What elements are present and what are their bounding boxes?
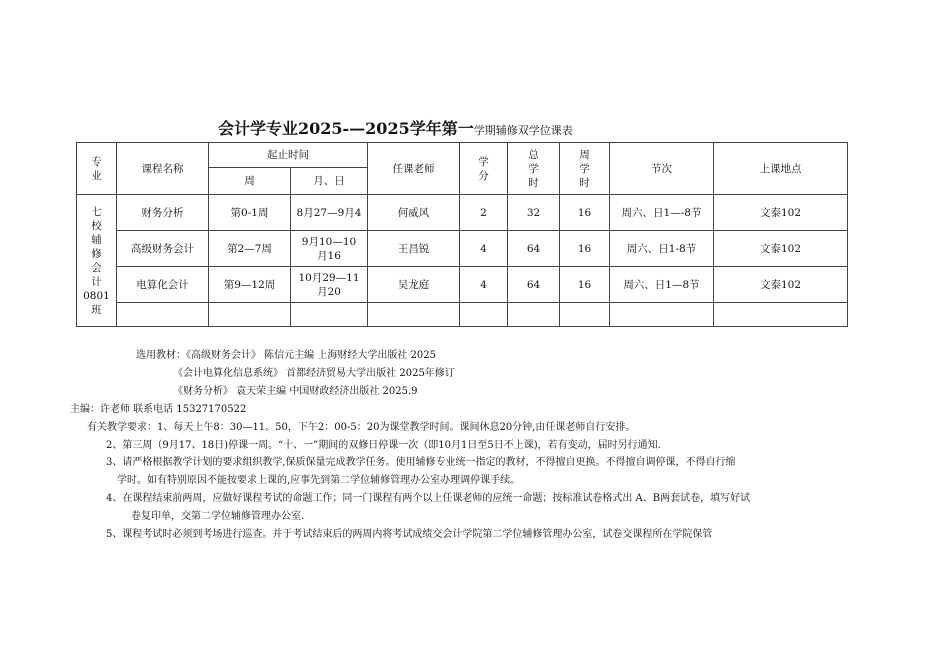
header-session: 节次 — [610, 143, 714, 195]
course-name: 财务分析 — [117, 195, 209, 231]
header-location: 上课地点 — [714, 143, 848, 195]
course-teacher: 吴龙庭 — [368, 267, 460, 303]
course-teacher: 王昌锐 — [368, 231, 460, 267]
requirement-line: 2、第三周（9月17、18日)停课一周。“十、一”期间的双修日停课一次（即10月1日至5日不上课)，若有变动，届时另行通知. — [106, 440, 661, 451]
course-credit: 4 — [460, 231, 508, 267]
textbook-line: 选用教材：《高级财务会计》 陈信元主编 上海财经大学出版社 2025 — [136, 350, 436, 361]
course-dates: 9月10—10月16 — [291, 231, 368, 267]
header-major: 专 业 — [77, 143, 117, 195]
header-teacher: 任课老师 — [368, 143, 460, 195]
course-weekly-hours: 16 — [560, 195, 610, 231]
course-weekly-hours: 16 — [560, 267, 610, 303]
title-sub: 学期辅修双学位课表 — [473, 124, 573, 137]
course-location: 文泰102 — [714, 231, 848, 267]
contact-line: 主编：许老师 联系电话 15327170522 — [70, 404, 247, 415]
course-session: 周六、日1-8节 — [610, 231, 714, 267]
header-total-hours: 总 学 时 — [508, 143, 560, 195]
course-location: 文泰102 — [714, 267, 848, 303]
course-credit: 2 — [460, 195, 508, 231]
major-cell: 七 校 辅 修 会 计 0801 班 — [77, 195, 117, 327]
course-teacher: 何威风 — [368, 195, 460, 231]
header-course: 课程名称 — [117, 143, 209, 195]
title-main: 会计学专业2025-—2025学年第一 — [218, 119, 474, 138]
requirement-line: 有关教学要求：1、每天上午8：30—11。50，下午2：00-5：20为课堂教学时间。课间休息20分钟,由任课老师自行安排。 — [87, 422, 636, 433]
course-session: 周六、日1—8节 — [610, 267, 714, 303]
requirement-line: 卷复印单，交第二学位辅修管理办公室. — [131, 511, 305, 522]
requirement-line: 3、请严格根据教学计划的要求组织教学,保质保量完成教学任务。使用辅修专业统一指定的教材，不得擅自更换。不得擅自调停课，不得自行缩 — [106, 457, 736, 468]
course-dates: 8月27—9月4 — [291, 195, 368, 231]
header-credit: 学 分 — [460, 143, 508, 195]
requirement-line: 学时。如有特别原因不能按要求上课的,应事先到第二学位辅修管理办公室办理调停课手续。 — [117, 475, 521, 486]
header-week: 周 — [209, 168, 291, 195]
header-date: 月、日 — [291, 168, 368, 195]
course-total-hours: 64 — [508, 267, 560, 303]
course-weeks: 第2—7周 — [209, 231, 291, 267]
requirement-line: 4、在课程结束前两周，应做好课程考试的命题工作；同一门课程有两个以上任课老师的应统一命题；按标准试卷格式出 A、B两套试卷，填写好试 — [106, 493, 751, 504]
textbook-line: 《财务分析》 袁天荣主编 中国财政经济出版社 2025.9 — [173, 386, 418, 397]
course-credit: 4 — [460, 267, 508, 303]
course-name: 高级财务会计 — [117, 231, 209, 267]
course-weeks: 第9—12周 — [209, 267, 291, 303]
course-total-hours: 32 — [508, 195, 560, 231]
textbook-line: 《会计电算化信息系统》 首都经济贸易大学出版社 2025年修订 — [173, 368, 455, 379]
course-total-hours: 64 — [508, 231, 560, 267]
header-weekly-hours: 周 学 时 — [560, 143, 610, 195]
course-weekly-hours: 16 — [560, 231, 610, 267]
requirement-line: 5、课程考试时必须到考场进行巡查。并于考试结束后的两周内将考试成绩交会计学院第二学位辅修管理办公室，试卷交课程所在学院保管 — [106, 529, 713, 540]
course-location: 文泰102 — [714, 195, 848, 231]
header-period: 起止时间 — [209, 143, 368, 168]
course-session: 周六、日1—-8节 — [610, 195, 714, 231]
course-name: 电算化会计 — [117, 267, 209, 303]
course-weeks: 第0-1周 — [209, 195, 291, 231]
course-dates: 10月29—11月20 — [291, 267, 368, 303]
